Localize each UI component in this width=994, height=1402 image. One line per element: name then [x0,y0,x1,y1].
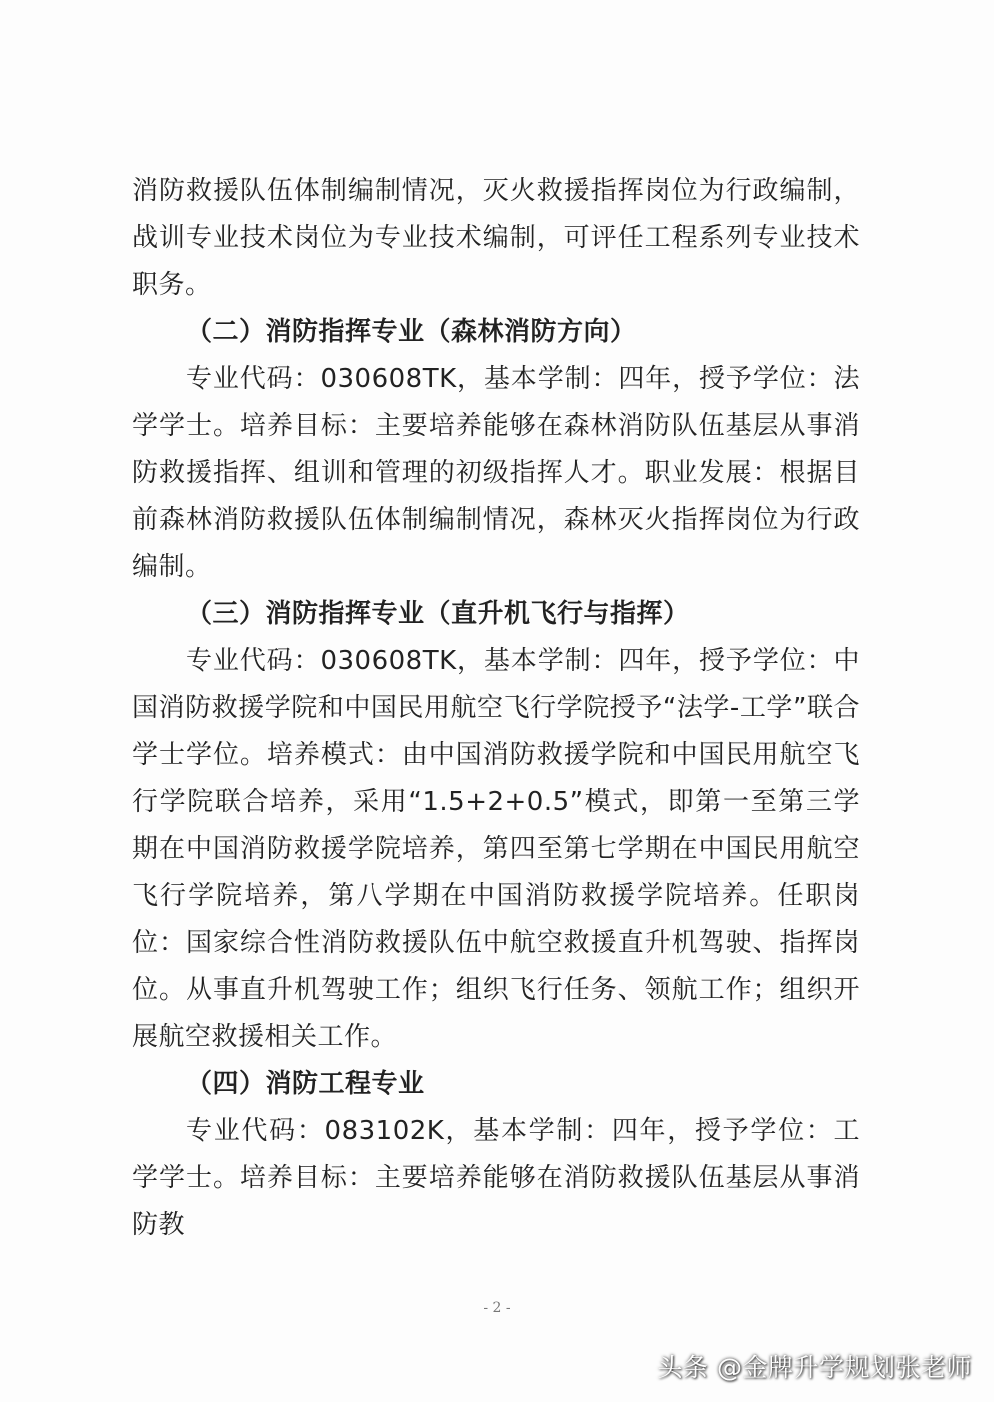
section-heading-helicopter: （三）消防指挥专业（直升机飞行与指挥） [186,599,690,629]
source-watermark: 头条 @金牌升学规划张老师 [657,1353,972,1382]
paragraph-continued: 消防救援队伍体制编制情况，灭火救援指挥岗位为行政编制，战训专业技术岗位为专业技术编制，可评任工程系列专业技术职务。 [132,176,860,300]
paragraph-helicopter: 专业代码：030608TK，基本学制：四年，授予学位：中国消防救援学院和中国民用航空飞行学院授予“法学-工学”联合学士学位。培养模式：由中国消防救援学院和中国民用航空飞行学院联合培养，采用“1.5+2+0.5”模式，即第一至第三学期在中国消防救援学院培养，第四至第七学期在中国民用航空飞行学院培养，第八学期在中国消防救援学院培养。任职岗位：国家综合性消防救援队伍中航空救援直升机驾驶、指挥岗位。从事直升机驾驶工作；组织飞行任务、领航工作；组织开展航空救援相关工作。 [132,646,860,1052]
paragraph-forest-fire: 专业代码：030608TK，基本学制：四年，授予学位：法学学士。培养目标：主要培养能够在森林消防队伍基层从事消防救援指挥、组训和管理的初级指挥人才。职业发展：根据目前森林消防救援队伍体制编制情况，森林灭火指挥岗位为行政编制。 [132,364,860,582]
document-body [132,168,860,1249]
paragraph-fire-engineering: 专业代码：083102K，基本学制：四年，授予学位：工学学士。培养目标：主要培养能够在消防救援队伍基层从事消防教 [132,1116,860,1240]
page-number: - 2 - [483,1300,511,1316]
section-heading-forest-fire: （二）消防指挥专业（森林消防方向） [186,317,637,347]
section-heading-fire-engineering: （四）消防工程专业 [186,1069,425,1099]
